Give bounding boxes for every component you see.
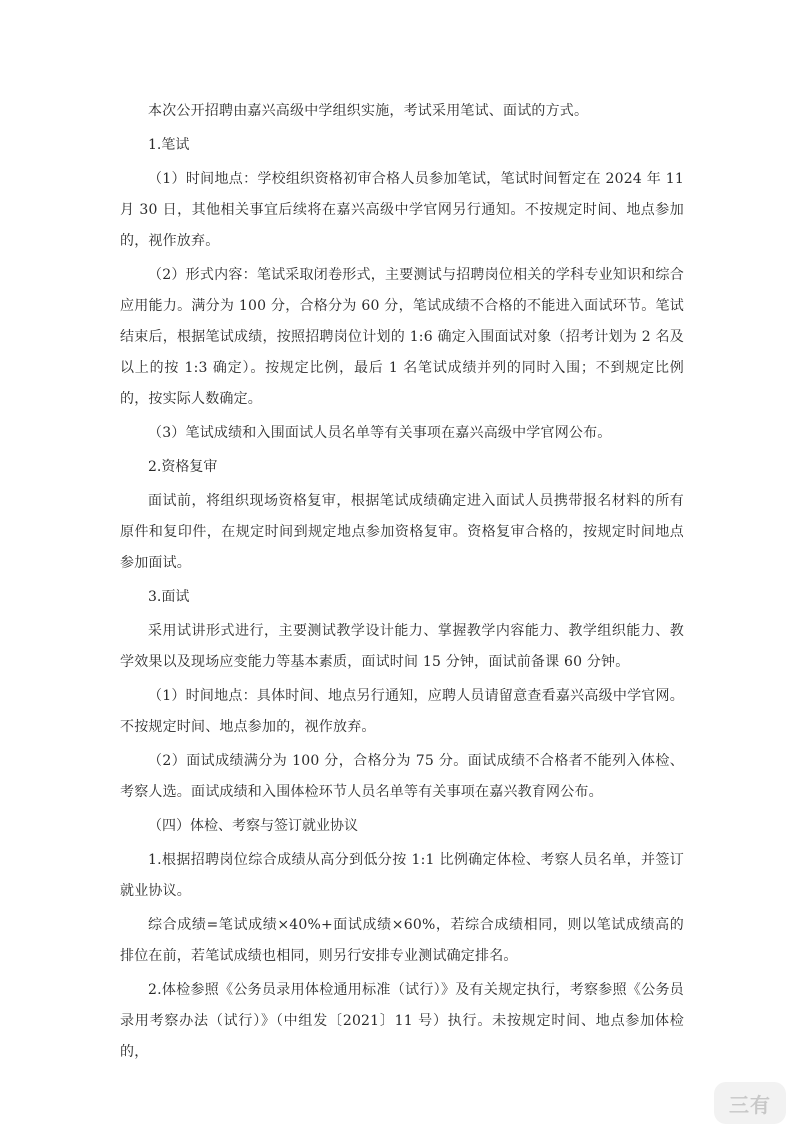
paragraph-composite-score: 综合成绩=笔试成绩×40%+面试成绩×60%，若综合成绩相同，则以笔试成绩高的排位在前，若笔试成绩也相同，则另行安排专业测试确定排名。 bbox=[120, 917, 684, 964]
heading-medical-check: （四）体检、考察与签订就业协议 bbox=[148, 818, 358, 834]
paragraph-intro: 本次公开招聘由嘉兴高级中学组织实施，考试采用笔试、面试的方式。 bbox=[148, 103, 589, 119]
paragraph-qualification: 面试前，将组织现场资格复审，根据笔试成绩确定进入面试人员携带报名材料的所有原件和复印件，在规定时间到规定地点参加资格复审。资格复审合格的，按规定时间地点参加面试。 bbox=[120, 493, 684, 571]
watermark-logo: 三有 bbox=[714, 1082, 786, 1124]
paragraph-written-results: （3）笔试成绩和入围面试人员名单等有关事项在嘉兴高级中学官网公布。 bbox=[148, 425, 612, 441]
heading-qualification: 2.资格复审 bbox=[148, 459, 218, 475]
heading-written-exam: 1.笔试 bbox=[148, 137, 190, 153]
paragraph-interview-time: （1）时间地点：具体时间、地点另行通知，应聘人员请留意查看嘉兴高级中学官网。不按规定时间、地点参加的，视作放弃。 bbox=[120, 688, 684, 735]
paragraph-ranking: 1.根据招聘岗位综合成绩从高分到低分按 1:1 比例确定体检、考察人员名单，并签订就业协议。 bbox=[120, 852, 684, 899]
paragraph-written-form: （2）形式内容：笔试采取闭卷形式，主要测试与招聘岗位相关的学科专业知识和综合应用能力。满分为 100 分，合格分为 60 分，笔试成绩不合格的不能进入面试环节。笔试结束后，根据笔试成绩，按照招聘岗位计划的 1:6 确定入围面试对象（招考计划为 2 名及以上的按 1:3 确定）。按规定比例，最后 1 名笔试成绩并列的同时入围；不到规定比例的，按实际人数确定。 bbox=[120, 267, 684, 407]
paragraph-medical-standard: 2.体检参照《公务员录用体检通用标准（试行）》及有关规定执行，考察参照《公务员录用考察办法（试行）》（中组发〔2021〕11 号）执行。未按规定时间、地点参加体检的， bbox=[120, 982, 684, 1060]
paragraph-interview-form: 采用试讲形式进行，主要测试教学设计能力、掌握教学内容能力、教学组织能力、教学效果以及现场应变能力等基本素质，面试时间 15 分钟，面试前备课 60 分钟。 bbox=[120, 623, 684, 670]
heading-interview: 3.面试 bbox=[148, 589, 190, 605]
paragraph-written-time: （1）时间地点：学校组织资格初审合格人员参加笔试，笔试时间暂定在 2024 年 11 月 30 日，其他相关事宜后续将在嘉兴高级中学官网另行通知。不按规定时间、地点参加的，视作放弃。 bbox=[120, 171, 684, 249]
paragraph-interview-score: （2）面试成绩满分为 100 分，合格分为 75 分。面试成绩不合格者不能列入体检、考察人选。面试成绩和入围体检环节人员名单等有关事项在嘉兴教育网公布。 bbox=[120, 753, 684, 800]
document-page bbox=[120, 96, 684, 1071]
